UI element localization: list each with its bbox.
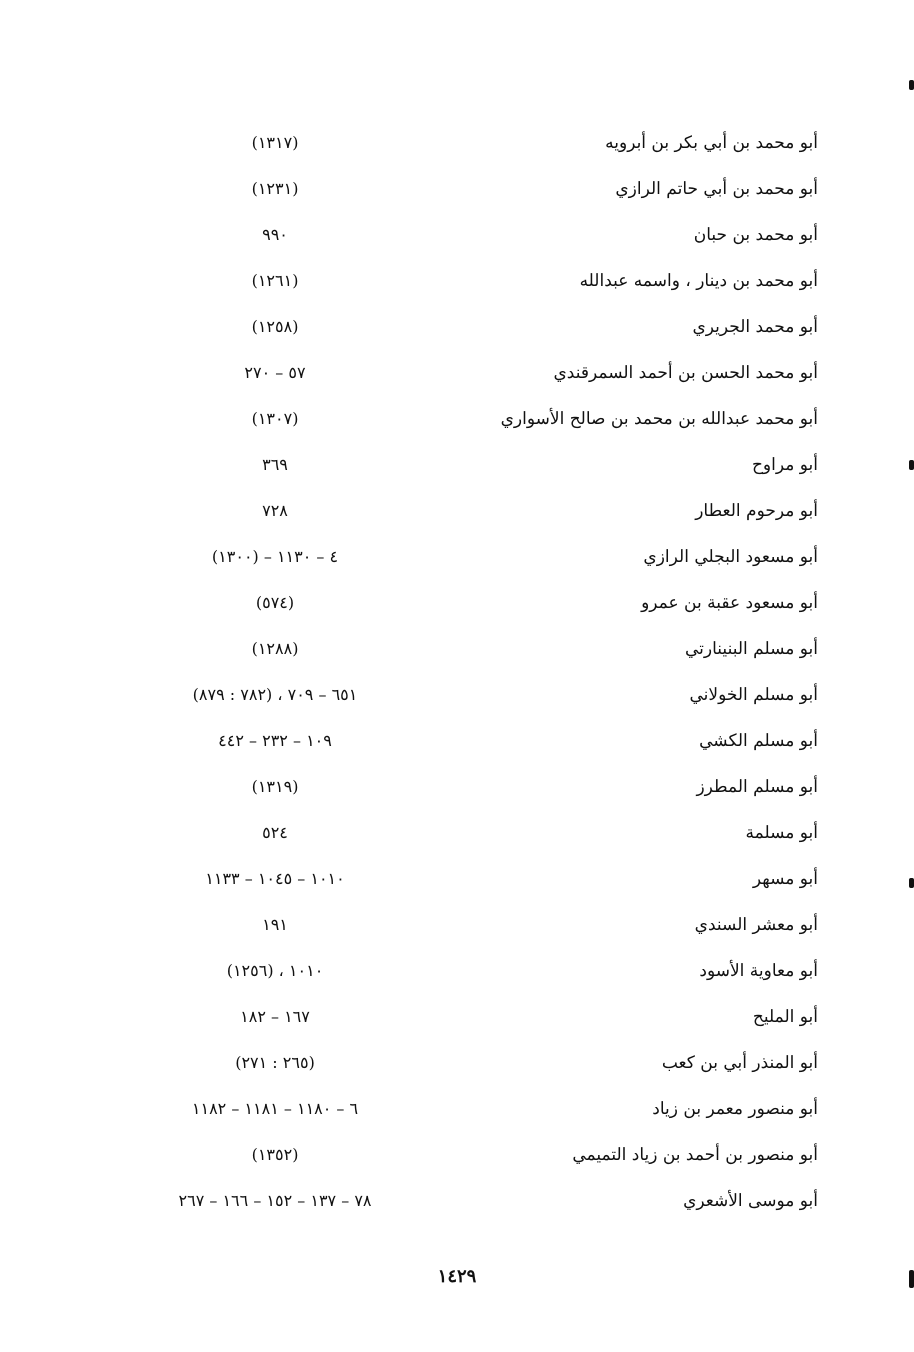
entry-name: أبو مرحوم العطار [695,501,818,521]
entry-name: أبو معاوية الأسود [699,961,818,981]
entry-references: ٤ – ١١٣٠ – (١٣٠٠) [211,547,339,566]
page-number: ١٤٢٩ [437,1266,477,1287]
index-entry [0,902,914,948]
entry-name: أبو مسعود البجلي الرازي [643,547,818,567]
index-entry [0,350,914,396]
entry-references: ٦٥١ – ٧٠٩ ، (٧٨٢ : ٨٧٩) [192,685,358,704]
index-entry [0,1178,914,1224]
entry-references: ١٠١٠ – ١٠٤٥ – ١١٣٣ [205,869,345,888]
entry-references: ١٠١٠ ، (١٢٥٦) [226,961,324,980]
index-entry [0,1086,914,1132]
entry-references: ٦ – ١١٨٠ – ١١٨١ – ١١٨٢ [191,1099,359,1118]
entry-references: ٣٦٩ [262,455,288,474]
entry-name: أبو مسلم المطرز [696,777,818,797]
entry-name: أبو موسى الأشعري [683,1191,818,1211]
entry-name: أبو محمد الحسن بن أحمد السمرقندي [553,363,818,383]
entry-references: (١٣٠٧) [251,409,299,428]
index-entry [0,258,914,304]
index-entry [0,672,914,718]
entry-name: أبو مراوح [751,455,818,475]
entry-references: ١٠٩ – ٢٣٢ – ٤٤٢ [218,731,332,750]
index-entry [0,1132,914,1178]
entry-name: أبو المنذر أبي بن كعب [661,1053,818,1073]
entry-name: أبو مسهر [752,869,818,889]
index-entry [0,948,914,994]
entry-name: أبو محمد بن حبان [693,225,818,245]
scan-edge-mark [909,460,914,470]
index-entry [0,166,914,212]
index-entry [0,994,914,1040]
index-entry [0,442,914,488]
entry-name: أبو معشر السندي [694,915,818,935]
entry-name: أبو منصور معمر بن زياد [652,1099,818,1119]
index-entry [0,212,914,258]
index-entry [0,580,914,626]
entry-references: ٧٢٨ [262,501,288,520]
entry-name: أبو محمد عبدالله بن محمد بن صالح الأسواري [500,409,818,429]
entry-references: (١٢٥٨) [251,317,299,336]
index-entry [0,626,914,672]
entry-references: ١٦٧ – ١٨٢ [240,1007,310,1026]
scan-edge-mark [909,80,914,90]
index-entry [0,304,914,350]
index-entry [0,856,914,902]
entry-references: ١٩١ [262,915,288,934]
entry-references: (١٣١٩) [251,777,299,796]
entry-references: (١٢٨٨) [251,639,299,658]
index-entry [0,396,914,442]
scan-edge-mark [909,878,914,888]
index-entry [0,488,914,534]
entry-references: (١٣٥٢) [251,1145,299,1164]
entry-references: ٩٩٠ [262,225,288,244]
index-list [0,120,914,1224]
entry-references: ٥٢٤ [262,823,288,842]
index-entry [0,764,914,810]
entry-name: أبو محمد بن أبي بكر بن أبرويه [605,133,818,153]
index-entry [0,534,914,580]
index-entry [0,1040,914,1086]
entry-name: أبو محمد الجريري [692,317,818,337]
entry-name: أبو مسعود عقبة بن عمرو [641,593,818,613]
entry-name: أبو محمد بن دينار ، واسمه عبدالله [579,271,818,291]
entry-references: (٥٧٤) [255,593,295,612]
entry-references: ٥٧ – ٢٧٠ [244,363,306,382]
index-entry [0,718,914,764]
entry-references: (١٣١٧) [251,133,299,152]
entry-name: أبو المليح [752,1007,818,1027]
entry-name: أبو منصور بن أحمد بن زياد التميمي [572,1145,818,1165]
entry-references: (١٢٣١) [251,179,299,198]
scan-edge-mark [909,1270,914,1288]
entry-name: أبو محمد بن أبي حاتم الرازي [615,179,818,199]
entry-name: أبو مسلم الخولاني [689,685,818,705]
entry-references: (١٢٦١) [251,271,299,290]
entry-references: (٢٦٥ : ٢٧١) [235,1053,315,1072]
index-entry [0,120,914,166]
entry-name: أبو مسلمة [745,823,818,843]
entry-name: أبو مسلم الكشي [699,731,818,751]
entry-references: ٧٨ – ١٣٧ – ١٥٢ – ١٦٦ – ٢٦٧ [178,1191,372,1210]
index-entry [0,810,914,856]
entry-name: أبو مسلم البنينارتي [685,639,818,659]
